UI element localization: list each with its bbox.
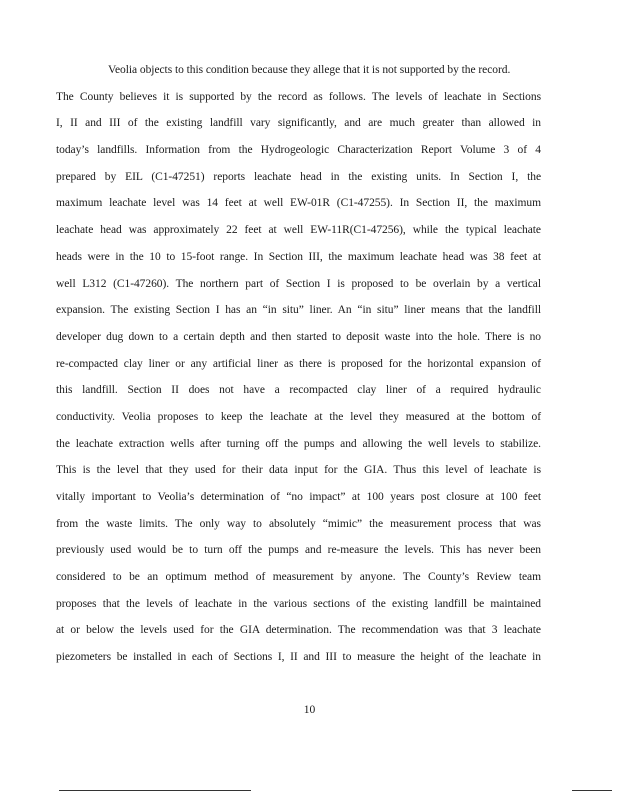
text-line: previously used would be to turn off the pumps and re-measure the levels. This has never been	[56, 544, 541, 557]
text-line: today’s landfills. Information from the Hydrogeologic Characterization Report Volume 3 of 4	[56, 144, 541, 157]
text-line: This is the level that they used for their data input for the GIA. Thus this level of leachate is	[56, 464, 541, 477]
text-line: maximum leachate level was 14 feet at well EW-01R (C1-47255). In Section II, the maximum	[56, 197, 541, 210]
text-line: the leachate extraction wells after turning off the pumps and allowing the well levels to stabilize.	[56, 437, 541, 450]
text-line: from the waste limits. The only way to absolutely “mimic” the measurement process that was	[56, 517, 541, 530]
text-line: prepared by EIL (C1-47251) reports leachate head in the existing units. In Section I, the	[56, 170, 541, 183]
text-line: The County believes it is supported by the record as follows. The levels of leachate in Sections	[56, 90, 541, 103]
text-line: leachate head was approximately 22 feet at well EW-11R(C1-47256), while the typical leachate	[56, 224, 541, 237]
text-line: vitally important to Veolia’s determination of “no impact” at 100 years post closure at 100 feet	[56, 491, 541, 503]
text-line: proposes that the levels of leachate in the various sections of the existing landfill be maintained	[56, 597, 541, 610]
text-line: at or below the levels used for the GIA determination. The recommendation was that 3 leachate	[56, 624, 541, 637]
text-line: well L312 (C1-47260). The northern part of Section I is proposed to be overlain by a vertical	[56, 277, 541, 290]
text-line: I, II and III of the existing landfill vary significantly, and are much greater than allowed in	[56, 117, 541, 130]
page-number: 10	[303, 704, 316, 716]
body-paragraph	[56, 57, 541, 671]
text-line: piezometers be installed in each of Sections I, II and III to measure the height of the leachate in	[56, 651, 541, 664]
text-line: Veolia objects to this condition because they allege that it is not supported by the record.	[108, 64, 511, 76]
text-line: this landfill. Section II does not have a recompacted clay liner of a required hydraulic	[56, 384, 541, 397]
text-line: conductivity. Veolia proposes to keep the leachate at the level they measured at the bottom of	[56, 410, 541, 423]
text-line: considered to be an optimum method of measurement by anyone. The County’s Review team	[56, 571, 541, 584]
text-line: expansion. The existing Section I has an “in situ” liner. An “in situ” liner means that the landfill	[56, 304, 541, 317]
footer-rule-left	[59, 790, 251, 791]
text-line: re-compacted clay liner or any artificial liner as there is proposed for the horizontal expansion of	[56, 357, 541, 370]
footer-rule-right	[572, 790, 612, 791]
text-line: heads were in the 10 to 15-foot range. In Section III, the maximum leachate head was 38 feet at	[56, 250, 541, 263]
text-line: developer dug down to a certain depth and then started to deposit waste into the hole. There is no	[56, 330, 541, 343]
